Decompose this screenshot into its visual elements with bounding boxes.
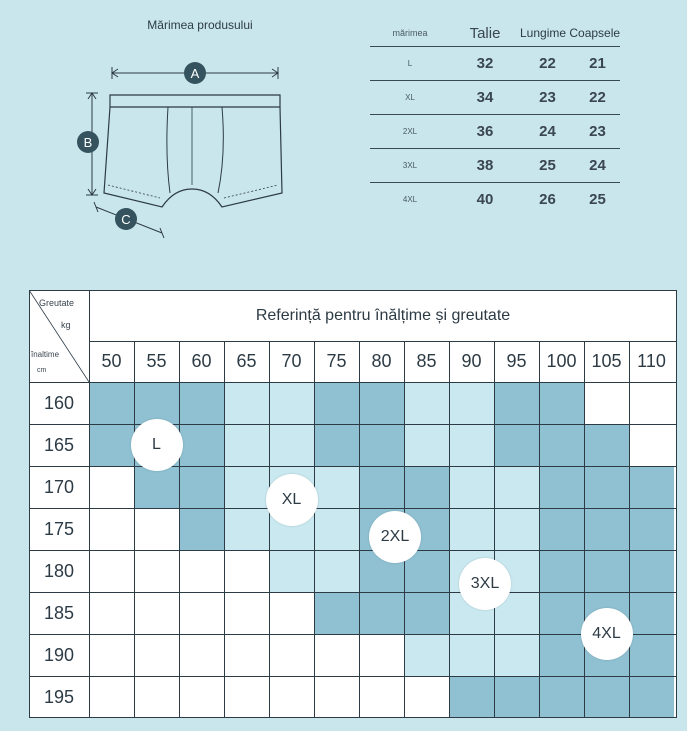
waist-cell: 32 — [476, 55, 494, 72]
grid-cell — [359, 466, 404, 508]
size-badge: 4XL — [581, 608, 633, 660]
grid-cell — [179, 676, 224, 718]
height-header: 165 — [43, 434, 75, 455]
corner-height: înaltime — [31, 350, 60, 359]
grid-line — [539, 341, 540, 718]
size-table-row — [370, 114, 620, 148]
length-cell: 25 — [539, 157, 556, 174]
grid-cell — [359, 676, 404, 718]
grid-cell — [629, 550, 674, 592]
grid-cell — [224, 508, 269, 550]
grid-cell — [539, 424, 584, 466]
length-cell: 24 — [539, 123, 556, 140]
grid-cell — [179, 424, 224, 466]
height-header: 185 — [43, 602, 75, 623]
grid-cell — [404, 382, 449, 424]
grid-cell — [629, 508, 674, 550]
length-cell: 23 — [539, 89, 556, 106]
grid-cell — [314, 592, 359, 634]
weight-header: 50 — [101, 351, 122, 371]
thigh-cell: 25 — [589, 191, 606, 208]
grid-cell — [89, 508, 134, 550]
grid-cell — [224, 424, 269, 466]
grid-line — [314, 341, 315, 718]
grid-cell — [584, 424, 629, 466]
weight-header: 70 — [281, 351, 302, 371]
grid-cell — [404, 424, 449, 466]
grid-cell — [224, 676, 269, 718]
grid-line — [676, 290, 677, 718]
grid-cell — [539, 382, 584, 424]
size-measurement-table — [370, 20, 620, 216]
grid-cell — [179, 466, 224, 508]
weight-header: 85 — [416, 351, 437, 371]
grid-cell — [494, 424, 539, 466]
grid-cell — [449, 676, 494, 718]
grid-cell — [89, 382, 134, 424]
grid-cell — [179, 382, 224, 424]
grid-cell — [314, 424, 359, 466]
grid-cell — [584, 382, 629, 424]
size-badge: 3XL — [459, 558, 511, 610]
grid-cell — [89, 634, 134, 676]
grid-line — [449, 341, 450, 718]
grid-cell — [314, 508, 359, 550]
grid-line — [584, 341, 585, 718]
thigh-cell: 21 — [589, 55, 606, 72]
waist-cell: 40 — [476, 191, 494, 208]
size-table-row — [370, 182, 620, 216]
grid-cell — [494, 508, 539, 550]
grid-cell — [584, 676, 629, 718]
grid-cell — [179, 550, 224, 592]
grid-cell — [89, 550, 134, 592]
size-badge: 2XL — [369, 511, 421, 563]
grid-cell — [224, 382, 269, 424]
size-cell: 2XL — [402, 127, 418, 136]
waist-cell: 34 — [476, 89, 494, 106]
grid-line — [29, 424, 677, 425]
corner-cm: cm — [37, 367, 47, 374]
grid-cell — [269, 382, 314, 424]
grid-cell — [89, 424, 134, 466]
height-weight-grid — [29, 290, 677, 718]
weight-header: 80 — [371, 351, 392, 371]
grid-cell — [359, 424, 404, 466]
size-table-row — [370, 148, 620, 182]
corner-kg: kg — [61, 320, 71, 330]
grid-cell — [629, 676, 674, 718]
grid-cell — [629, 592, 674, 634]
grid-cell — [269, 676, 314, 718]
grid-cell — [584, 466, 629, 508]
grid-line — [29, 466, 677, 467]
grid-cell — [584, 550, 629, 592]
size-badge: L — [131, 419, 183, 471]
grid-line — [29, 550, 677, 551]
grid-cell — [269, 592, 314, 634]
header-waist: Talie — [469, 24, 501, 42]
waist-cell: 38 — [476, 157, 494, 174]
size-cell: L — [407, 59, 413, 68]
grid-cell — [404, 634, 449, 676]
grid-cell — [224, 634, 269, 676]
size-table-row — [370, 46, 620, 80]
product-size-section — [0, 0, 687, 285]
grid-line — [29, 382, 677, 383]
grid-line — [29, 634, 677, 635]
grid-title: Referință pentru înălțime și greutate — [255, 306, 511, 324]
grid-cell — [404, 592, 449, 634]
grid-cell — [224, 550, 269, 592]
grid-cell — [314, 382, 359, 424]
grid-cell — [449, 466, 494, 508]
grid-cell — [629, 382, 674, 424]
size-cell: 3XL — [402, 161, 418, 170]
height-header: 175 — [43, 518, 75, 539]
grid-cell — [539, 508, 584, 550]
grid-line — [269, 341, 270, 718]
header-size: mărimea — [392, 28, 428, 38]
grid-cell — [584, 508, 629, 550]
grid-cell — [314, 634, 359, 676]
weight-header: 75 — [326, 351, 347, 371]
weight-header: 65 — [236, 351, 257, 371]
grid-cell — [179, 634, 224, 676]
label-a: A — [190, 66, 200, 81]
size-table-row — [370, 80, 620, 114]
thigh-cell: 23 — [589, 123, 606, 140]
grid-cell — [179, 508, 224, 550]
grid-cell — [134, 592, 179, 634]
grid-cell — [89, 592, 134, 634]
grid-cell — [134, 634, 179, 676]
grid-cell — [134, 676, 179, 718]
weight-header: 105 — [591, 351, 622, 371]
grid-cell — [134, 550, 179, 592]
grid-cell — [629, 424, 674, 466]
grid-cell — [359, 592, 404, 634]
grid-line — [179, 341, 180, 718]
grid-cell — [269, 550, 314, 592]
thigh-cell: 22 — [589, 89, 606, 106]
height-header: 190 — [43, 644, 75, 665]
grid-cell — [449, 382, 494, 424]
grid-cell — [89, 676, 134, 718]
grid-line — [29, 592, 677, 593]
grid-cell — [359, 634, 404, 676]
briefs-diagram — [70, 55, 300, 240]
grid-line — [629, 341, 630, 718]
grid-cell — [224, 592, 269, 634]
size-badge: XL — [266, 474, 318, 526]
weight-header: 110 — [637, 351, 666, 371]
grid-cell — [539, 466, 584, 508]
grid-line — [224, 341, 225, 718]
grid-line — [29, 290, 30, 718]
size-cell: 4XL — [402, 195, 418, 204]
grid-cell — [404, 676, 449, 718]
size-cell: XL — [405, 93, 415, 102]
grid-cell — [404, 466, 449, 508]
weight-header: 90 — [461, 351, 482, 371]
thigh-cell: 24 — [589, 157, 606, 174]
height-header: 195 — [43, 686, 75, 707]
length-cell: 26 — [539, 191, 556, 208]
grid-cell — [449, 634, 494, 676]
grid-line — [494, 341, 495, 718]
grid-line — [29, 508, 677, 509]
grid-cell — [314, 466, 359, 508]
grid-line — [134, 341, 135, 718]
grid-cell — [89, 466, 134, 508]
weight-header: 55 — [146, 351, 167, 371]
grid-cell — [134, 508, 179, 550]
grid-cell — [629, 634, 674, 676]
grid-cell — [494, 676, 539, 718]
grid-cell — [134, 382, 179, 424]
height-header: 160 — [43, 392, 75, 413]
waist-cell: 36 — [476, 123, 494, 140]
grid-line — [29, 290, 677, 291]
grid-cell — [359, 382, 404, 424]
weight-header: 100 — [546, 351, 577, 371]
grid-cell — [314, 550, 359, 592]
grid-cell — [494, 634, 539, 676]
header-length-thigh: Lungime Coapsele — [520, 26, 621, 40]
grid-cell — [224, 466, 269, 508]
grid-cell — [269, 424, 314, 466]
grid-cell — [629, 466, 674, 508]
grid-cell — [539, 550, 584, 592]
size-table-header — [370, 20, 620, 46]
height-header: 180 — [43, 560, 75, 581]
grid-corner — [29, 290, 89, 382]
weight-header: 95 — [506, 351, 527, 371]
grid-cell — [494, 466, 539, 508]
label-b: B — [83, 135, 93, 150]
corner-weight: Greutate — [39, 298, 75, 308]
grid-cell — [134, 466, 179, 508]
grid-line — [29, 717, 677, 718]
grid-cell — [539, 634, 584, 676]
grid-line — [29, 676, 677, 677]
grid-cell — [494, 382, 539, 424]
grid-line — [89, 290, 90, 718]
grid-line — [89, 341, 677, 342]
weight-header: 60 — [191, 351, 212, 371]
product-size-title: Mărimea produsului — [147, 18, 253, 32]
grid-cell — [539, 592, 584, 634]
grid-cell — [449, 508, 494, 550]
grid-line — [359, 341, 360, 718]
grid-cell — [314, 676, 359, 718]
grid-cell — [449, 424, 494, 466]
length-cell: 22 — [539, 55, 556, 72]
height-header: 170 — [43, 476, 75, 497]
grid-cell — [269, 634, 314, 676]
grid-cell — [179, 592, 224, 634]
grid-cell — [539, 676, 584, 718]
label-c: C — [121, 212, 131, 227]
